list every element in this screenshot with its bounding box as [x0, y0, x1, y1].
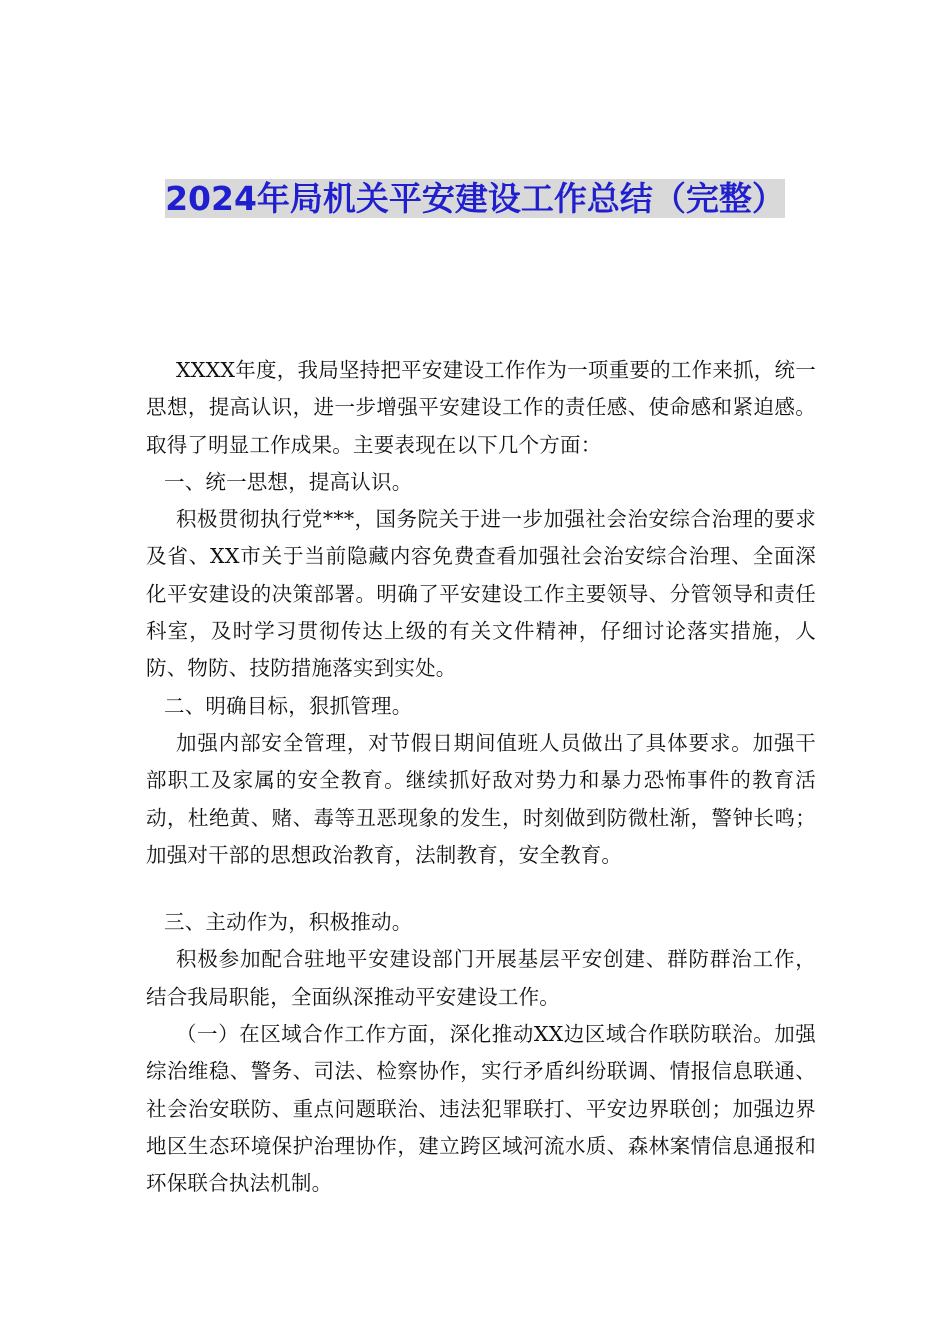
- paragraph-section-1: 积极贯彻执行党***，国务院关于进一步加强社会治安综合治理的要求及省、XX市关于当前隐藏内容免费查看加强社会治安综合治理、全面深化平安建设的决策部署。明确了平安建设工作主要领导、分管领导和责任科室，及时学习贯彻传达上级的有关文件精神，仔细讨论落实措施，人防、物防、技防措施落实到实处。: [146, 507, 816, 681]
- paragraph-intro: XXXX年度，我局坚持把平安建设工作作为一项重要的工作来抓，统一思想，提高认识，进一步增强平安建设工作的责任感、使命感和紧迫感。取得了明显工作成果。主要表现在以下几个方面：: [146, 358, 816, 457]
- heading-section-2: 二、明确目标，狠抓管理。: [164, 693, 413, 718]
- heading-section-1: 一、统一思想，提高认识。: [164, 469, 413, 494]
- paragraph-section-3: 积极参加配合驻地平安建设部门开展基层平安创建、群防群治工作，结合我局职能，全面纵深推动平安建设工作。: [146, 947, 816, 1009]
- paragraph-section-2: 加强内部安全管理，对节假日期间值班人员做出了具体要求。加强干部职工及家属的安全教育。继续抓好敌对势力和暴力恐怖事件的教育活动，杜绝黄、赌、毒等丑恶现象的发生，时刻做到防微杜渐，警钟长鸣；加强对干部的思想政治教育，法制教育，安全教育。: [146, 730, 816, 867]
- document-body: [146, 352, 816, 1203]
- title-block: [160, 176, 790, 222]
- paragraph-gap: [146, 874, 816, 904]
- document-title: 2024年局机关平安建设工作总结（完整）: [165, 179, 785, 218]
- paragraph-subsection-1: （一）在区域合作工作方面，深化推动XX边区域合作联防联治。加强综治维稳、警务、司法、检察协作，实行矛盾纠纷联调、情报信息联通、社会治安联防、重点问题联治、违法犯罪联打、平安边界联创；加强边界地区生态环境保护治理协作，建立跨区域河流水质、森林案情信息通报和环保联合执法机制。: [146, 1022, 816, 1196]
- heading-section-3: 三、主动作为，积极推动。: [164, 910, 413, 935]
